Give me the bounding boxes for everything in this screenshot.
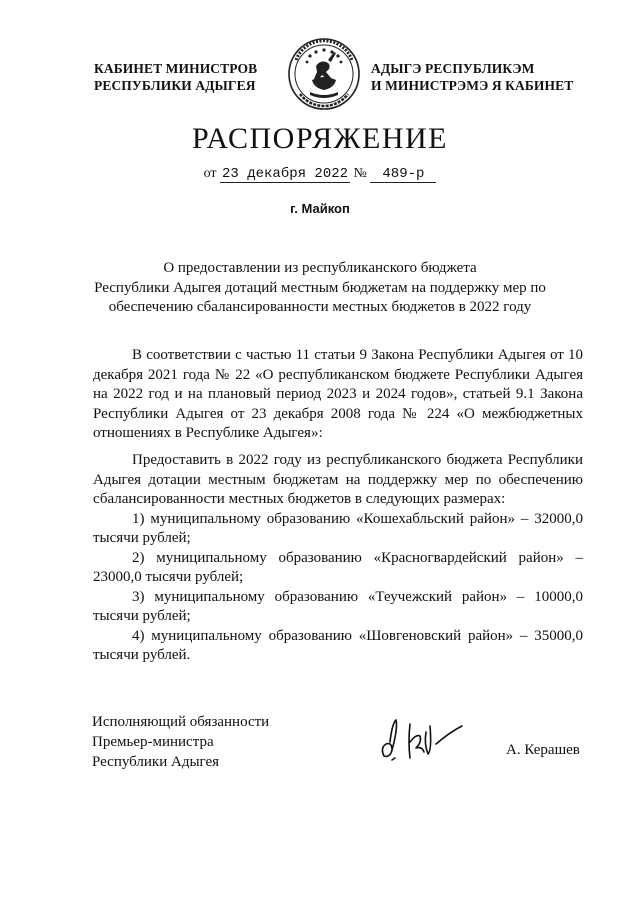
document-type-title: РАСПОРЯЖЕНИЕ	[191, 122, 449, 155]
list-item: 3) муниципальному образованию «Теучежский район» – 10000,0 тысячи рублей;	[93, 588, 583, 624]
document-number: 489-р	[370, 166, 436, 183]
document-date: 23 декабря 2022	[222, 166, 349, 182]
date-prefix: от	[203, 166, 217, 181]
list-item: 2) муниципальному образованию «Красногвардейский район» – 23000,0 тысячи рублей;	[93, 549, 583, 585]
main-paragraph: Предоставить в 2022 году из республиканского бюджета Республики Адыгея дотации местным бюджетам на поддержку мер по обеспечению сбалансированности местных бюджетов в следующих размерах:	[93, 452, 583, 507]
preamble-paragraph	[93, 346, 583, 444]
signatory-title-line: Исполняющий обязанности	[92, 714, 270, 730]
document-subject	[90, 259, 550, 318]
issuer-name-line: КАБИНЕТ МИНИСТРОВ	[94, 61, 258, 76]
issuer-name-line: РЕСПУБЛИКИ АДЫГЕЯ	[94, 78, 256, 93]
signatory-title-line: Республики Адыгея	[92, 754, 220, 770]
subject-line: Республики Адыгея дотаций местным бюджетам на поддержку мер по	[94, 279, 546, 296]
number-sign: №	[353, 166, 367, 181]
list-item: 1) муниципальному образованию «Кошехабльский район» – 32000,0 тысячи рублей;	[93, 510, 583, 546]
signatory-title	[92, 712, 269, 772]
operative-section	[93, 451, 583, 666]
subject-line: обеспечению сбалансированности местных бюджетов в 2022 году	[108, 299, 532, 315]
issue-city: г. Майкоп	[290, 201, 350, 216]
signer-name: А. Керашев	[506, 742, 580, 758]
issuer-name-russian	[94, 60, 257, 94]
issuer-name-line: И МИНИСТРЭМЭ Я КАБИНЕТ	[371, 78, 574, 93]
signatory-title-line: Премьер-министра	[92, 734, 214, 750]
issuer-name-line: АДЫГЭ РЕСПУБЛИКЭМ	[371, 61, 535, 76]
list-item: 4) муниципальному образованию «Шовгеновский район» – 35000,0 тысячи рублей.	[93, 627, 583, 663]
date-number-line	[0, 166, 640, 183]
handwritten-signature-icon	[374, 712, 474, 772]
issuer-name-adyghe	[371, 60, 573, 94]
preamble-text: В соответствии с частью 11 статьи 9 Закона Республики Адыгея от 10 декабря 2021 года № 22 «О республиканском бюджете Республики Адыгея на 2022 год и на плановый период 2023 и 2024 годов», статьей 9.1 Закона Республики Адыгея от 23 декабря 2008 года № 224 «О межбюджетных отношениях в Республике Адыгея»:	[93, 347, 583, 441]
subject-line: О предоставлении из республиканского бюджета	[163, 260, 477, 276]
adygea-coat-of-arms-icon	[286, 36, 362, 112]
